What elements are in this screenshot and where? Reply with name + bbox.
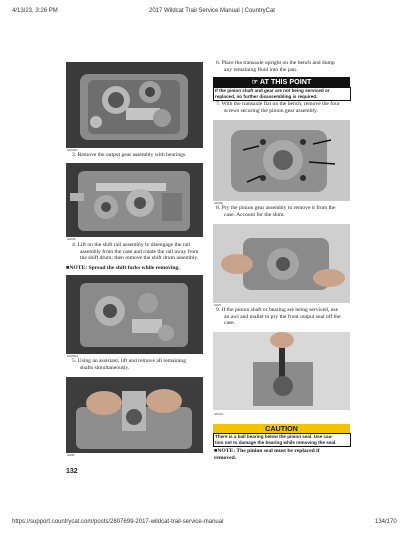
caution-text: tion not to damage the bearing while removing the seal. [215, 440, 337, 445]
note-spread-forks: ■NOTE: Spread the shift forks while removing. [66, 265, 180, 271]
step-7 [216, 101, 340, 114]
note-pinion-seal [214, 448, 320, 461]
step-6-line: 6. Place the transaxle upright on the bench and dump [216, 60, 335, 66]
print-url: https://support.countrycat.com/posts/2807699-2017-wildcat-trail-service-manual [12, 519, 224, 525]
step-3: 3. Remove the output gear assembly with bearings. [72, 152, 187, 158]
at-this-point-header [213, 77, 350, 87]
figure-code: 0A058A [67, 148, 78, 152]
step-6 [216, 60, 335, 73]
caution-box [213, 433, 351, 447]
photo-pry-pinion [213, 224, 350, 303]
step-4-line: assembly from the case and rotate the rail away from [80, 248, 199, 255]
pointing-hand-icon: ☞ [251, 77, 260, 86]
step-8-line: 8. Pry the pinion gear assembly to remove it from the [216, 205, 336, 211]
photo-awl-seal [213, 332, 350, 410]
step-9 [216, 307, 341, 327]
step-5-line: 5. Using an assistant, lift and remove all remaining [72, 358, 187, 364]
figure-code: 0A05 [214, 303, 222, 307]
figure-code: 0A05DA [67, 354, 79, 358]
step-4-line: the shift drum; then remove the shift drum assembly. [80, 255, 199, 262]
figure-code: 0A05F [67, 237, 76, 241]
step-4-line: 4. Lift on the shift rail assembly to disengage the rail [72, 242, 191, 248]
at-this-point-label: AT THIS POINT [259, 77, 312, 86]
photo-remove-shafts [66, 377, 203, 453]
step-5-line: shafts simultaneously. [80, 364, 130, 371]
step-7-line: screws securing the pinion gear assembly. [224, 107, 318, 114]
step-4 [72, 242, 199, 262]
step-9-line: an awl and mallet to pry the front output seal off the [224, 313, 341, 320]
photo-shift-rail [66, 163, 203, 237]
figure-code: 0A0B [67, 453, 75, 457]
step-5 [72, 358, 186, 371]
at-this-point-text: replaced, no further disassembling is required. [215, 94, 318, 99]
photo-pinion-screws [213, 120, 350, 201]
step-6-line: any remaining fluid into the pan. [224, 66, 298, 73]
note-line: removed. [214, 454, 237, 461]
caution-text: There is a ball bearing below the pinion seal. Use cau- [215, 434, 333, 439]
print-datetime: 4/13/23, 3:26 PM [12, 8, 58, 14]
step-9-line: 9. If the pinion shaft or bearing are being serviced, use [216, 307, 339, 313]
step-8-line: case. Account for the shim. [224, 211, 285, 218]
caution-header: CAUTION [213, 424, 350, 433]
step-9-line: case. [224, 320, 236, 327]
figure-code: 0A05E [214, 201, 224, 205]
print-page-title: 2017 Wildcat Trail Service Manual | CountryCat [149, 8, 275, 14]
step-8 [216, 205, 335, 218]
print-page-count: 134/170 [375, 519, 397, 525]
at-this-point-text: If the pinion shaft and gear are not being serviced or [215, 88, 330, 93]
at-this-point-box [213, 87, 351, 101]
page-number: 132 [66, 468, 78, 475]
note-line: ■NOTE: The pinion seal must be replaced if [214, 448, 320, 454]
figure-code: 0A0AS [214, 412, 224, 416]
photo-transaxle-output-gear [66, 62, 203, 148]
step-7-line: 7. With the transaxle flat on the bench, remove the four [216, 101, 340, 107]
photo-shift-forks [66, 275, 203, 354]
